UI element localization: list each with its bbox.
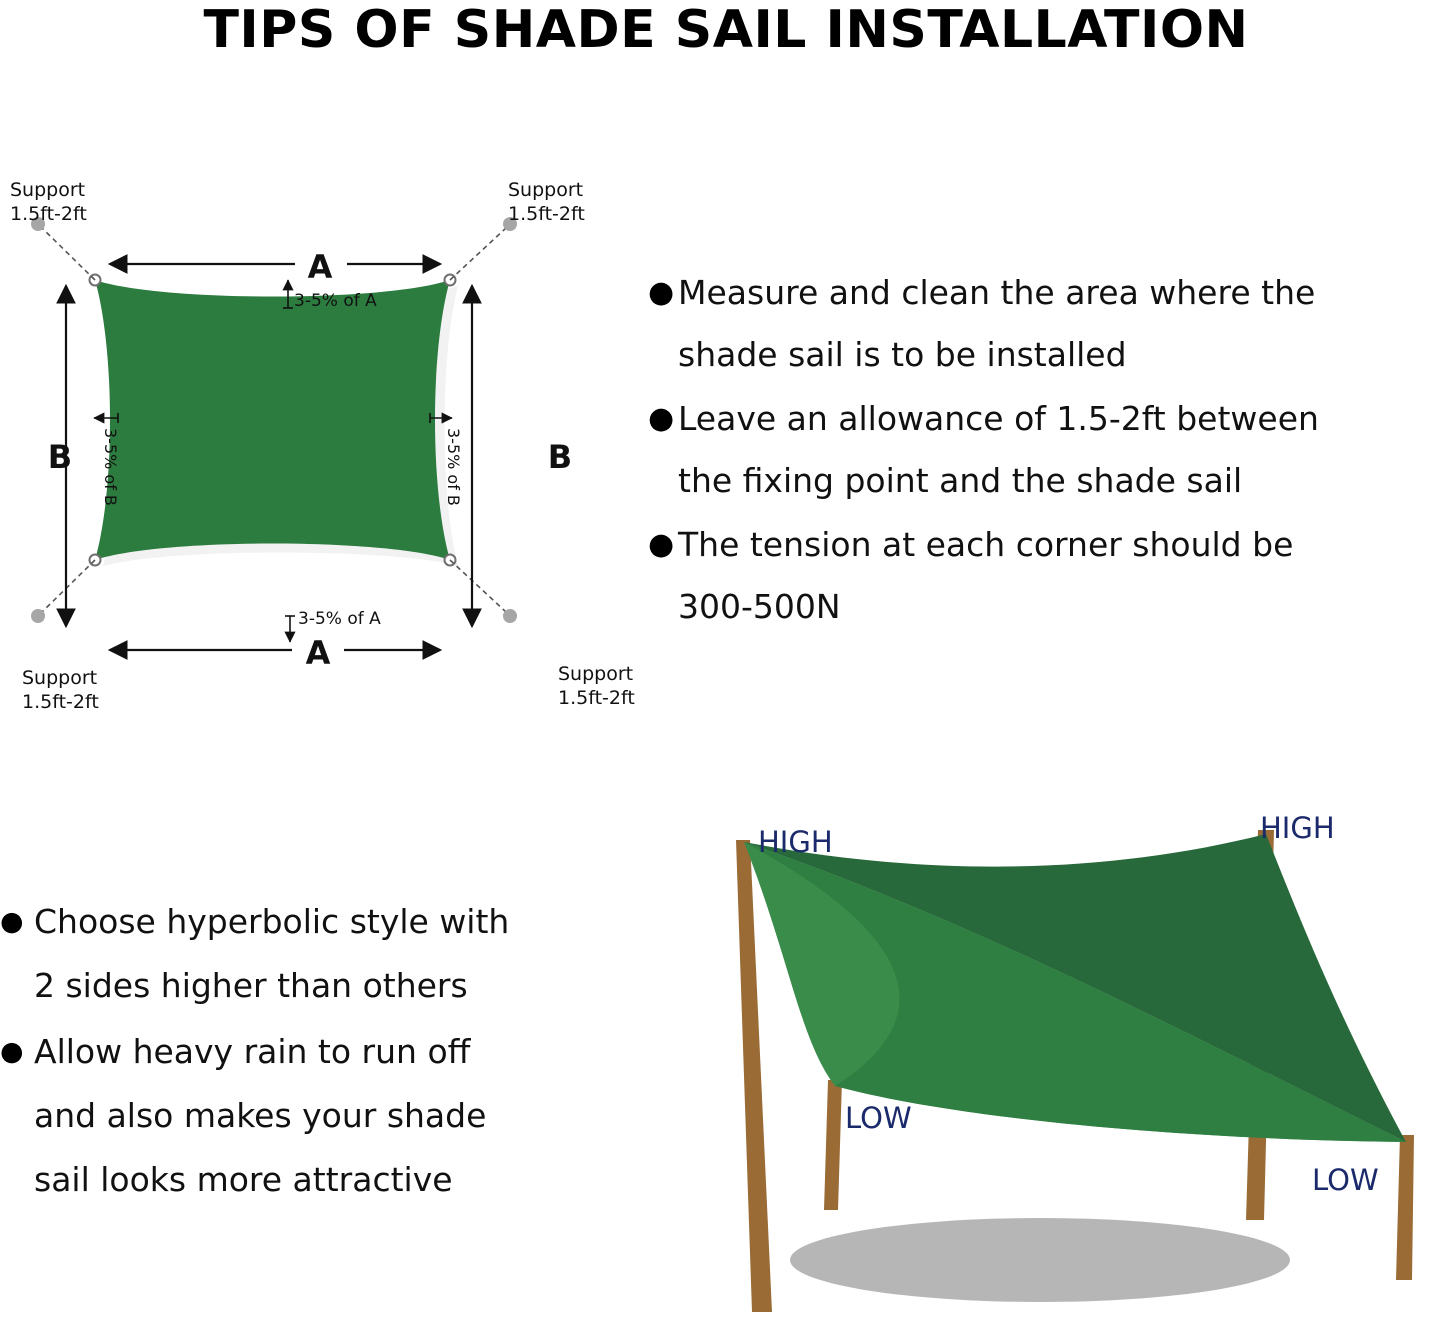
list-item-line: the fixing point and the shade sail <box>678 461 1243 500</box>
list-item-line: Allow heavy rain to run off <box>34 1032 471 1071</box>
list-item-line: Measure and clean the area where the <box>678 273 1316 312</box>
list-item-line: Choose hyperbolic style with <box>34 902 510 941</box>
list-item <box>648 514 1452 638</box>
bullet-icon: ● <box>0 1036 24 1067</box>
svg-text:Support: Support <box>22 667 98 689</box>
label-low-right: LOW <box>1312 1163 1379 1197</box>
svg-text:Support: Support <box>558 663 634 685</box>
list-item <box>648 262 1452 386</box>
svg-text:Support: Support <box>10 179 86 201</box>
svg-text:1.5ft-2ft: 1.5ft-2ft <box>22 691 99 713</box>
list-item-line: The tension at each corner should be <box>678 525 1294 564</box>
bullet-icon: ● <box>648 527 675 562</box>
tips-list-bottom <box>0 890 640 1214</box>
svg-text:B: B <box>47 438 73 476</box>
svg-text:3-5% of B: 3-5% of B <box>444 428 463 506</box>
list-item-line: and also makes your shade <box>34 1096 487 1135</box>
bullet-icon: ● <box>0 906 24 937</box>
svg-text:B: B <box>547 438 573 476</box>
svg-text:3-5% of A: 3-5% of A <box>298 609 381 629</box>
bullet-icon: ● <box>648 401 675 436</box>
list-item-line: Leave an allowance of 1.5-2ft between <box>678 399 1319 438</box>
page-title: TIPS OF SHADE SAIL INSTALLATION <box>203 0 1249 60</box>
bullet-icon: ● <box>648 275 675 310</box>
svg-text:A: A <box>305 634 331 672</box>
list-item-line: 2 sides higher than others <box>34 966 468 1005</box>
svg-text:Support: Support <box>508 179 584 201</box>
list-item-line: shade sail is to be installed <box>678 335 1127 374</box>
svg-text:1.5ft-2ft: 1.5ft-2ft <box>10 203 87 225</box>
list-item <box>0 1020 640 1212</box>
list-item-line: 300-500N <box>678 587 841 626</box>
svg-text:1.5ft-2ft: 1.5ft-2ft <box>508 203 585 225</box>
list-item <box>0 890 640 1018</box>
svg-text:A: A <box>307 248 333 286</box>
rectangular-sail-diagram <box>0 150 680 750</box>
label-high-right: HIGH <box>1260 811 1335 845</box>
svg-text:1.5ft-2ft: 1.5ft-2ft <box>558 687 635 709</box>
hyperbolic-sail-diagram <box>640 790 1452 1325</box>
label-low-left: LOW <box>845 1101 912 1135</box>
list-item-line: sail looks more attractive <box>34 1160 453 1199</box>
svg-text:3-5% of A: 3-5% of A <box>294 291 377 311</box>
list-item <box>648 388 1452 512</box>
tips-list-top <box>648 262 1452 640</box>
label-high-left: HIGH <box>758 825 833 859</box>
svg-text:3-5% of B: 3-5% of B <box>101 428 120 506</box>
